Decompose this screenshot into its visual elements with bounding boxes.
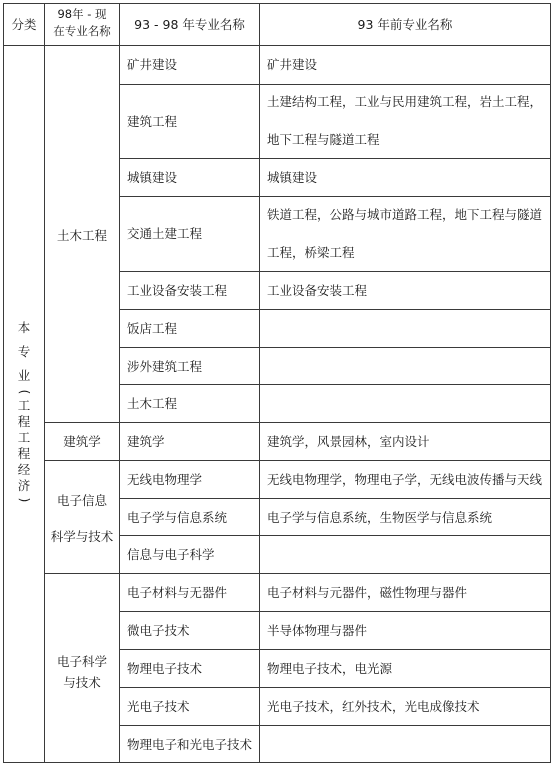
cell-before-93-name: 矿井建设 [267,57,318,72]
header-category: 分类 [11,17,37,32]
cell-93-98-name: 工业设备安装工程 [127,283,228,298]
cell-before-93-name: 土建结构工程，工业与民用建筑工程，岩土工程，地下工程与隧道工程 [267,94,543,147]
category-label-char: 工 [17,398,31,413]
row-divider [119,309,551,310]
cell-93-98-name: 城镇建设 [127,170,178,185]
category-label-char: 程 [17,414,31,429]
cell-93-98-name: 物理电子技术 [127,661,203,676]
header-before-93: 93 年前专业名称 [357,17,453,32]
row-divider [119,649,551,650]
category-label-char: ( [16,389,32,395]
cell-before-93-name: 建筑学，风景园林，室内设计 [267,434,430,449]
header-divider [3,45,551,46]
cell-93-98-name: 光电子技术 [127,699,190,714]
category-label-char: 程 [17,446,31,461]
group-divider [44,573,551,574]
category-label-char: 济 [17,478,31,493]
cell-before-93-name: 电子材料与元器件，磁性物理与器件 [267,585,468,600]
header-93-98: 93 - 98 年专业名称 [134,17,245,32]
cell-93-98-name: 物理电子和光电子技术 [127,737,253,752]
header-98-to-now: 98年 - 现在专业名称 [53,7,111,38]
group-architecture: 建筑学 [63,434,101,449]
category-label-char: 本 [17,320,31,335]
cell-before-93-name: 半导体物理与器件 [267,623,368,638]
row-divider [119,611,551,612]
row-divider [119,498,551,499]
cell-93-98-name: 无线电物理学 [127,472,203,487]
category-label-char: 经 [17,462,31,477]
cell-93-98-name: 电子学与信息系统 [127,510,228,525]
cell-93-98-name: 交通土建工程 [127,226,203,241]
category-label-char: 专 [17,344,31,359]
cell-93-98-name: 信息与电子科学 [127,547,215,562]
row-divider [119,687,551,688]
category-label-char: ) [16,497,32,503]
table-border-bottom [3,762,551,763]
cell-before-93-name: 物理电子技术，电光源 [267,661,393,676]
cell-93-98-name: 土木工程 [127,396,178,411]
cell-93-98-name: 饭店工程 [127,321,178,336]
group-electronic-info-line-1: 电子信息 [56,493,107,508]
table-border-top [3,3,551,4]
cell-before-93-name: 电子学与信息系统，生物医学与信息系统 [267,510,493,525]
cell-before-93-name: 城镇建设 [267,170,318,185]
cell-93-98-name: 微电子技术 [127,623,190,638]
col-divider-1 [44,3,45,763]
category-label-char: 工 [17,430,31,445]
group-electronic-science-line-1: 电子科学 [56,654,107,669]
cell-93-98-name: 电子材料与无器件 [127,585,228,600]
cell-before-93-name: 铁道工程，公路与城市道路工程，地下工程与隧道工程，桥梁工程 [267,207,543,260]
cell-93-98-name: 建筑学 [127,434,165,449]
row-divider [119,347,551,348]
cell-93-98-name: 涉外建筑工程 [127,359,203,374]
cell-93-98-name: 建筑工程 [127,114,178,129]
row-divider [119,535,551,536]
category-label-char: 业 [17,368,31,383]
group-civil-engineering: 土木工程 [56,228,107,243]
cell-before-93-name: 光电子技术，红外技术，光电成像技术 [267,699,480,714]
category-label-undergrad [4,318,44,506]
cell-before-93-name: 工业设备安装工程 [267,283,368,298]
group-electronic-info-line-2: 科学与技术 [50,529,114,544]
cell-before-93-name: 无线电物理学，物理电子学，无线电波传播与天线 [267,472,543,487]
group-divider [44,422,551,423]
group-electronic-science-line-2: 与技术 [63,675,101,690]
cell-93-98-name: 矿井建设 [127,57,178,72]
row-divider [119,725,551,726]
row-divider [119,384,551,385]
group-divider [44,460,551,461]
